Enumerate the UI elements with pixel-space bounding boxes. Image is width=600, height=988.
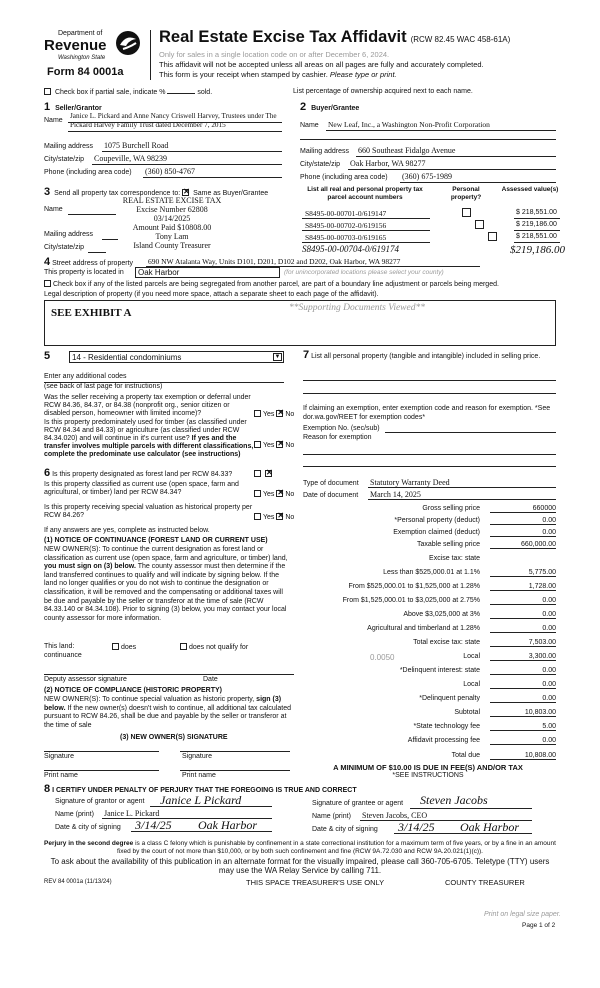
- seller-name-field[interactable]: Janice L. Pickard and Anne Nancy Criswell Harvey, Trustees under The Pickard Harvey Family Trust dated December 7, 2015: [70, 112, 277, 129]
- historic-question: Is this property receiving special valuation as historical property per RCW 84.26?: [44, 504, 253, 519]
- parcel-row-4-handwritten-value[interactable]: $219,186.00: [510, 244, 565, 256]
- located-select[interactable]: Oak Harbor: [135, 267, 280, 278]
- does-not-option: does not qualify for: [180, 643, 248, 651]
- tax-row-label: Gross selling price: [422, 505, 480, 512]
- form-citation: (RCW 82.45 WAC 458-61A): [410, 35, 511, 44]
- segregated-row: Check box if any of the listed parcels are being segregated from another parcel, are part of a boundary line adjustment or parcels being merged.: [44, 280, 564, 288]
- tax-row-label: Total excise tax: state: [413, 639, 480, 646]
- document-date-label: Date of document: [303, 492, 359, 499]
- buyer-address-label: Mailing address: [300, 148, 350, 155]
- tax-row-label: Taxable selling price: [416, 541, 480, 548]
- parcel-row-3-value[interactable]: $ 218,551.00: [516, 233, 557, 240]
- exemption-yes-checkbox[interactable]: [254, 410, 261, 417]
- exemption-no-checkbox[interactable]: [276, 410, 283, 417]
- does-option: does: [112, 643, 136, 651]
- segregated-checkbox[interactable]: [44, 280, 51, 287]
- grantor-print-name[interactable]: Janice L. Pickard: [104, 809, 160, 818]
- additional-codes-label: Enter any additional codes: [44, 373, 127, 380]
- exemption-claim-label: If claiming an exemption, enter exemption code and reason for exemption. *See dor.wa.gov/REET for exemption codes*: [303, 405, 551, 421]
- parcel-header-numbers: List all real and personal property tax parcel account numbers: [307, 186, 423, 201]
- parcel-row-3-number[interactable]: S8495-00-00703-0/619165: [305, 233, 387, 242]
- tax-row-value[interactable]: 5.00: [490, 723, 556, 731]
- this-land-label: This land:: [44, 643, 75, 650]
- continuance-text: NEW OWNER(S): To continue the current designation as forest land or classification as current use (open space, farm and agriculture, or timber) land, you must sign on (3) below. The county assessor must then determine if the land transferred continues to qualify and will indicate by signing below. If the land no longer qualifies or you do not wish to continue the designation or classification, it will be removed and the compensating or additional taxes will be due and payable by the seller or transferor at the time of sale (RCW 84.33.140 or 84.34.108). Prior to signing (3) below, you may contact your local county assessor for more information.: [44, 546, 288, 622]
- legal-description-box[interactable]: [44, 300, 556, 346]
- partial-sale-row: Check box if partial sale, indicate % sold.: [44, 88, 212, 96]
- historic-yes-no: Yes ✕ No: [254, 513, 294, 521]
- timber-yes-no: Yes ✕ No: [254, 441, 294, 449]
- buyer-city-field[interactable]: Oak Harbor, WA 98277: [350, 159, 426, 168]
- timber-yes-checkbox[interactable]: [254, 441, 261, 448]
- current-use-question: Is this property classified as current use (open space, farm and agricultural, or timber) land per RCW 84.34?: [44, 481, 239, 496]
- local-rate: 0.0050: [370, 653, 395, 662]
- grantee-signature[interactable]: Steven Jacobs: [420, 793, 488, 807]
- tax-row-label: Local: [463, 681, 480, 688]
- forest-yes-no: [254, 470, 274, 478]
- seller-address-field[interactable]: 1075 Burchell Road: [104, 141, 169, 150]
- legal-description-value: SEE EXHIBIT A: [51, 307, 132, 319]
- notice-line1: Only for sales in a single location code on or after December 6, 2024.: [159, 50, 390, 59]
- see-back-label: (see back of last page for instructions): [44, 383, 163, 390]
- dept-line3: Washington State: [58, 55, 106, 61]
- tax-row-value[interactable]: 0.00: [490, 667, 556, 675]
- deputy-signature-label: Deputy assessor signature: [44, 676, 127, 683]
- timber-question: Is this property predominately used for timber (as classified under RCW 84.34 and 84.33) or agriculture (as classified under RCW 84.34.020) and will continue in it's current use? If yes and the transfer involves multiple parcels with different classifications, complete the predominate use calculator (see instructions): [44, 419, 254, 458]
- parcel-header-assessed: Assessed value(s): [501, 186, 559, 193]
- tax-row-value[interactable]: 10,803.00: [490, 709, 556, 717]
- exemption-question: Was the seller receiving a property tax exemption or deferral under RCW 84.36, 84.37, or 84.38 (nonprofit org., senior citizen or disabled person, homeowner with limited income)?: [44, 394, 251, 417]
- notice-line3: This form is your receipt when stamped by cashier. Please type or print.: [159, 70, 397, 79]
- personal-property-label: 7 List all personal property (tangible and intangible) included in selling price.: [303, 349, 541, 361]
- excise-stamp: REAL ESTATE EXCISE TAX Excise Number 62808 03/14/2025 Amount Paid $10808.00 Tony Lam Island County Treasurer: [122, 196, 222, 250]
- grantee-city[interactable]: Oak Harbor: [460, 820, 519, 834]
- grantor-date-label: Date & city of signing: [55, 824, 121, 831]
- treasurer-use-label: THIS SPACE TREASURER'S USE ONLY: [246, 878, 385, 887]
- grantee-date[interactable]: 3/14/25: [398, 820, 435, 834]
- tax-row-value[interactable]: 0.00: [490, 681, 556, 689]
- dor-logo: [44, 30, 144, 64]
- tax-row-value[interactable]: 0.00: [490, 611, 556, 619]
- revision-code: REV 84 0001a (11/13/24): [44, 879, 112, 885]
- legal-size-note: Print on legal size paper.: [484, 911, 561, 918]
- buyer-city-label: City/state/zip: [300, 161, 341, 168]
- page-number: Page 1 of 2: [522, 922, 556, 929]
- continuance-label: continuance: [44, 652, 82, 659]
- buyer-phone-field[interactable]: (360) 675-1989: [402, 172, 452, 181]
- same-as-buyer-checkbox[interactable]: [182, 189, 189, 196]
- exemption-yes-no: Yes ✕ No: [254, 410, 294, 418]
- historic-yes-checkbox[interactable]: [254, 513, 261, 520]
- use-code-select[interactable]: 14 - Residential condominiums ▼: [69, 351, 284, 363]
- parcel-row-1-value[interactable]: $ 218,551.00: [516, 209, 557, 216]
- parcel-row-4-handwritten[interactable]: S8495-00-00704-0/619174: [302, 244, 399, 254]
- parcel-header-personal: Personal property?: [450, 186, 482, 201]
- parcel-row-1-number[interactable]: S8495-00-00701-0/619147: [305, 209, 387, 218]
- continuance-heading: (1) NOTICE OF CONTINUANCE (FOREST LAND OR CURRENT USE): [44, 537, 268, 544]
- form-number: Form 84 0001a: [47, 66, 124, 78]
- grantor-date[interactable]: 3/14/25: [135, 818, 172, 832]
- tax-row-value[interactable]: 5,775.00: [490, 569, 556, 577]
- wa-state-icon: [114, 30, 142, 56]
- if-yes-note: If any answers are yes, complete as instructed below.: [44, 527, 210, 534]
- minimum-fee-note: A MINIMUM OF $10.00 IS DUE IN FEE(S) AND/OR TAX: [333, 763, 523, 772]
- tax-row-value[interactable]: 10,808.00: [490, 752, 556, 760]
- does-qualify-checkbox[interactable]: [112, 643, 119, 650]
- current-use-yes-checkbox[interactable]: [254, 490, 261, 497]
- forest-yes-checkbox[interactable]: [254, 470, 261, 477]
- parcel-row-3-personal-checkbox[interactable]: [488, 232, 497, 241]
- street-row: 4 Street address of property: [44, 256, 134, 268]
- tax-row-label: *Delinquent penalty: [419, 695, 480, 702]
- tax-row-value[interactable]: 1,728.00: [490, 583, 556, 591]
- perjury-notice: Perjury in the second degree is a class C felony which is punishable by confinement in a state correctional institution for a maximum term of five years, or by a fine in an amount fixed by the court of not more than $10,000, or by both such confinement and fine (RCW 9A.72.030 and RCW 9A.20.021(1)(c)).: [44, 840, 556, 855]
- new-owner-signature-heading: (3) NEW OWNER(S) SIGNATURE: [120, 734, 228, 741]
- tax-row-value[interactable]: 7,503.00: [490, 639, 556, 647]
- new-owner-sig-label-1: Signature: [44, 753, 74, 760]
- tax-row-value[interactable]: 0.00: [490, 597, 556, 605]
- timber-no-checkbox[interactable]: [276, 441, 283, 448]
- tax-row-label: *State technology fee: [413, 723, 480, 730]
- historic-text: NEW OWNER(S): To continue special valuation as historic property, sign (3) below. If the new owner(s) doesn't wish to continue, all additional tax calculated pursuant to RCW 84.26, shall be due and payable by the seller or transferor at the time of sale: [44, 696, 292, 729]
- form-title-block: [159, 28, 579, 47]
- located-label: This property is located in: [44, 269, 124, 276]
- new-owner-sig-label-2: Signature: [182, 753, 212, 760]
- seller-city-label: City/state/zip: [44, 156, 85, 163]
- county-treasurer-label: COUNTY TREASURER: [445, 878, 525, 887]
- notice-line2: This affidavit will not be accepted unless all areas on all pages are fully and accurately completed.: [159, 60, 484, 69]
- current-use-no-checkbox[interactable]: [276, 490, 283, 497]
- parcel-row-2-personal-checkbox[interactable]: [475, 220, 484, 229]
- document-type-label: Type of document: [303, 480, 359, 487]
- tax-row-value[interactable]: 660000: [490, 505, 556, 513]
- form-title: Real Estate Excise Tax Affidavit: [159, 28, 407, 46]
- new-owner-print-label-1: Print name: [44, 772, 78, 779]
- tax-row-label: From $525,000.01 to $1,525,000 at 1.28%: [348, 583, 480, 590]
- exemption-reason-label: Reason for exemption: [303, 434, 372, 441]
- does-not-qualify-checkbox[interactable]: [180, 643, 187, 650]
- current-use-yes-no: Yes ✕ No: [254, 490, 294, 498]
- tax-row-label: Above $3,025,000 at 3%: [403, 611, 480, 618]
- parcel-row-2-value[interactable]: $ 219,186.00: [516, 221, 557, 228]
- accessibility-notice: To ask about the availability of this publication in an alternate format for the visually impaired, please call 360-705-6705. Teletype (TTY) users may use the WA Relay Service by calling 711.: [50, 857, 550, 875]
- buyer-heading: 2 Buyer/Grantee: [300, 101, 360, 113]
- buyer-name-field[interactable]: New Leaf, Inc., a Washington Non-Profit Corporation: [328, 120, 490, 129]
- tax-row-label: Less than $525,000.01 at 1.1%: [383, 569, 480, 576]
- tax-row-label: Agricultural and timberland at 1.28%: [367, 625, 480, 632]
- see-instructions-note: *SEE INSTRUCTIONS: [392, 772, 464, 779]
- tax-row-label: *Delinquent interest: state: [399, 667, 480, 674]
- tax-row-value[interactable]: 0.00: [490, 695, 556, 703]
- forest-no-checkbox[interactable]: [265, 470, 272, 477]
- buyer-phone-label: Phone (including area code): [300, 174, 388, 181]
- document-type-field[interactable]: Statutory Warranty Deed: [370, 478, 450, 487]
- seller-phone-field[interactable]: (360) 850-4767: [145, 167, 195, 176]
- forest-question: 6 Is this property designated as forest land per RCW 84.33?: [44, 467, 233, 479]
- tax-row-label: Excise tax: state: [429, 555, 480, 562]
- corr-name-label: Name: [44, 206, 63, 213]
- new-owner-print-label-2: Print name: [182, 772, 216, 779]
- legal-supporting-note: **Supporting Documents Viewed**: [289, 303, 425, 313]
- grantee-date-label: Date & city of signing: [312, 826, 378, 833]
- exemption-number-label: Exemption No. (sec/sub): [303, 425, 380, 432]
- certify-heading: 8 I CERTIFY UNDER PENALTY OF PERJURY THAT THE FOREGOING IS TRUE AND CORRECT: [44, 783, 357, 795]
- historic-heading: (2) NOTICE OF COMPLIANCE (HISTORIC PROPERTY): [44, 687, 222, 694]
- tax-row-value[interactable]: 3,300.00: [490, 653, 556, 661]
- tax-row-value[interactable]: 0.00: [490, 529, 556, 537]
- tax-row-label: Affidavit processing fee: [407, 737, 480, 744]
- grantor-city[interactable]: Oak Harbor: [198, 818, 257, 832]
- correspondence-heading: 3 Send all property tax correspondence to: ✕ Same as Buyer/Grantee: [44, 186, 268, 198]
- corr-city-label: City/state/zip: [44, 244, 85, 251]
- tax-row-label: Exemption claimed (deduct): [393, 529, 480, 536]
- located-hint: (for unincorporated locations please select your county): [284, 269, 444, 276]
- section5-number: 5: [44, 350, 51, 362]
- grantor-signature-label: Signature of grantor or agent: [55, 798, 145, 805]
- tax-row-value[interactable]: 0.00: [490, 517, 556, 525]
- seller-heading: 1 Seller/Grantor: [44, 101, 102, 113]
- grantor-print-label: Name (print): [55, 811, 94, 818]
- dept-line2: Revenue: [44, 37, 107, 54]
- buyer-address-field[interactable]: 660 Southeast Fidalgo Avenue: [358, 146, 456, 155]
- parcel-row-2-number[interactable]: S8495-00-00702-0/619156: [305, 221, 387, 230]
- chevron-down-icon[interactable]: ▼: [274, 354, 281, 360]
- seller-phone-label: Phone (including area code): [44, 169, 132, 176]
- grantee-print-name[interactable]: Steven Jacobs, CEO: [362, 811, 428, 820]
- partial-sale-checkbox[interactable]: [44, 88, 51, 95]
- buyer-name-label: Name: [300, 122, 319, 129]
- grantee-signature-label: Signature of grantee or agent: [312, 800, 404, 807]
- tax-row-value[interactable]: 0.00: [490, 737, 556, 745]
- tax-row-label: *Personal property (deduct): [394, 517, 480, 524]
- tax-row-value[interactable]: 0.00: [490, 625, 556, 633]
- tax-row-label: Subtotal: [454, 709, 480, 716]
- deputy-date-label: Date: [203, 676, 218, 683]
- street-address-field[interactable]: 690 NW Atalanta Way, Units D101, D201, D102 and D202, Oak Harbor, WA 98277: [148, 257, 401, 266]
- document-date-field[interactable]: March 14, 2025: [370, 490, 421, 499]
- tax-row-value[interactable]: 660,000.00: [490, 541, 556, 549]
- seller-address-label: Mailing address: [44, 143, 94, 150]
- seller-city-field[interactable]: Coupeville, WA 98239: [94, 154, 167, 163]
- tax-row-label: Local: [463, 653, 480, 660]
- seller-name-label: Name: [44, 117, 63, 124]
- tax-row-label: Total due: [451, 752, 480, 759]
- dept-line1: Department of: [58, 30, 103, 37]
- corr-address-label: Mailing address: [44, 231, 94, 238]
- legal-desc-label: Legal description of property (if you need more space, attach a separate sheet to each page of the affidavit).: [44, 291, 379, 298]
- tax-row-label: From $1,525,000.01 to $3,025,000 at 2.75%: [342, 597, 480, 604]
- grantor-signature[interactable]: Janice L Pickard: [160, 793, 242, 807]
- historic-no-checkbox[interactable]: [276, 513, 283, 520]
- ownership-note: List percentage of ownership acquired next to each name.: [293, 88, 473, 95]
- parcel-row-1-personal-checkbox[interactable]: [462, 208, 471, 217]
- grantee-print-label: Name (print): [312, 813, 351, 820]
